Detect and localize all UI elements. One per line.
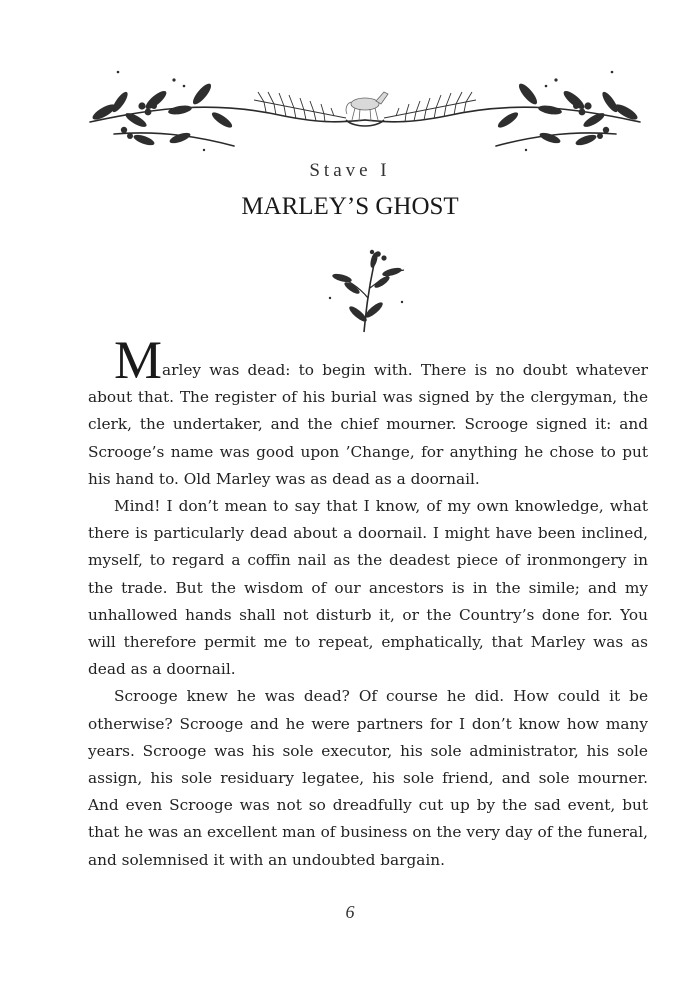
leaf-sprig-illustration	[320, 248, 412, 334]
header-garland-illustration	[84, 60, 646, 160]
chapter-title: MARLEY’S GHOST	[241, 193, 459, 220]
drop-cap: M	[114, 330, 163, 390]
paragraph-1-text: arley was dead: to begin with. There is no doubt whatever about that. The register of his burial was signed by the clergyman, the clerk, the undertaker, and the chief mourner. Scrooge signed it: and Scrooge’s name was good upon ’Change, for anything he chose to put his hand to. Old Marley was as dead as a doornail.	[88, 361, 648, 488]
body-text	[88, 330, 648, 874]
paragraph-2: Mind! I don’t mean to say that I know, of my own knowledge, what there is particularly dead about a doornail. I might have been inclined, myself, to regard a coffin nail as the deadest piece of ironmongery in the trade. But the wisdom of our ancestors is in the simile; and my unhallowed hands shall not disturb it, or the Country’s done for. You will therefore permit me to repeat, emphatically, that Marley was as dead as a doornail.	[88, 497, 648, 679]
page-number: 6	[345, 902, 355, 922]
paragraph-1	[88, 330, 648, 493]
paragraph-3: Scrooge knew he was dead? Of course he did. How could it be otherwise? Scrooge and he were partners for I don’t know how many years. Scrooge was his sole executor, his sole administrator, his sole assign, his sole residuary legatee, his sole friend, and sole mourner. And even Scrooge was not so dreadfully cut up by the sad event, but that he was an excellent man of business on the very day of the funeral, and solemnised it with an undoubted bargain.	[88, 687, 648, 869]
stave-label: Stave I	[309, 160, 391, 181]
